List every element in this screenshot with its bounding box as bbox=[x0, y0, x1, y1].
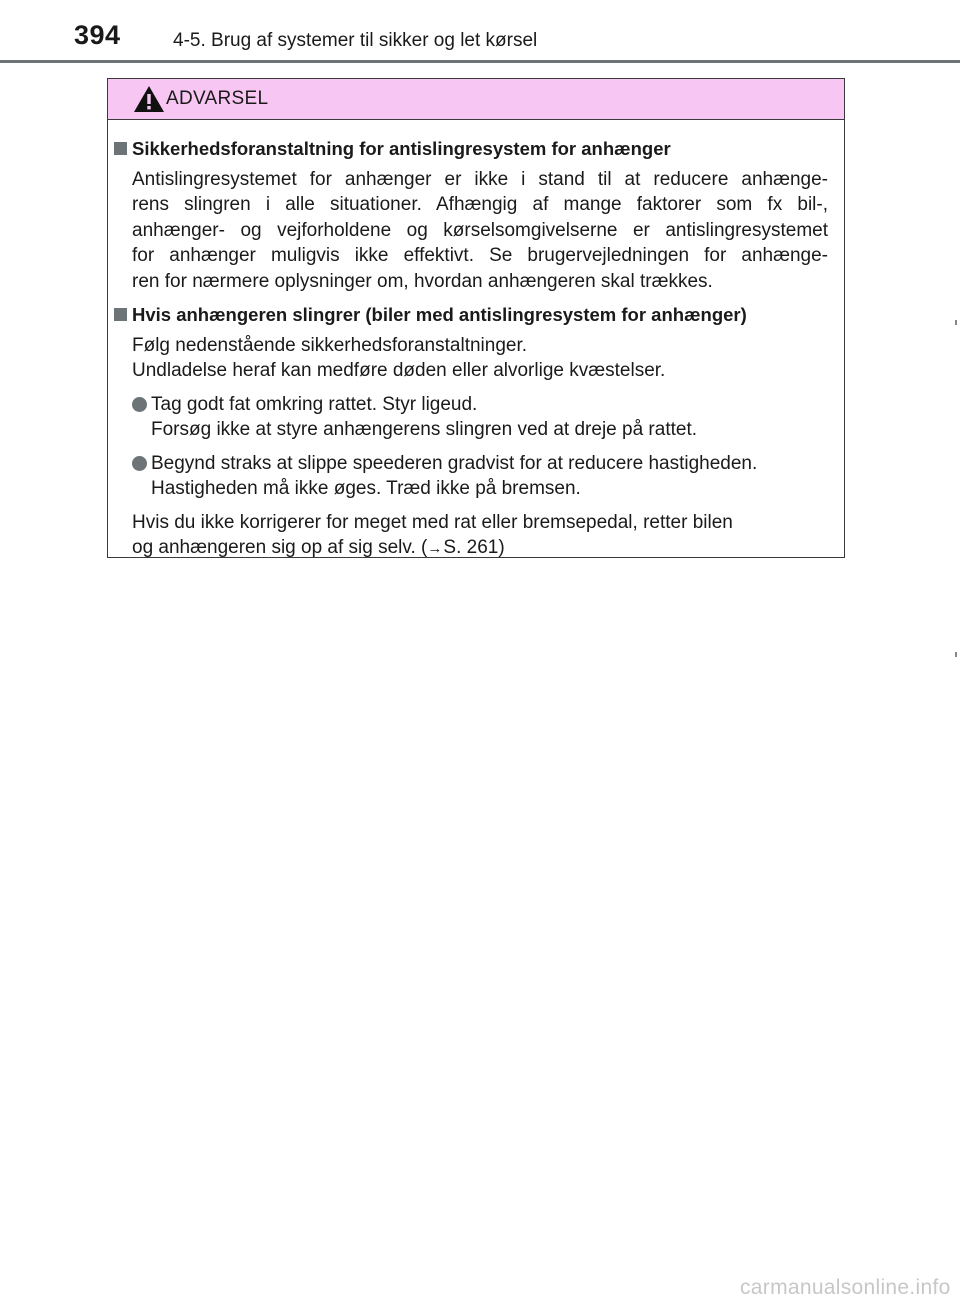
paragraph-line: ren for nærmere oplysninger om, hvordan anhængeren skal trækkes. bbox=[132, 270, 713, 292]
warning-box bbox=[107, 78, 845, 558]
list-item bbox=[132, 392, 828, 443]
subheading-trailer-swaying bbox=[114, 302, 828, 328]
page-number: 394 bbox=[74, 20, 121, 50]
page-header bbox=[0, 0, 960, 62]
subheading-text: Sikkerhedsforanstaltning for antislingresystem for anhænger bbox=[132, 138, 671, 159]
list-item bbox=[132, 451, 828, 502]
arrow-right-icon: → bbox=[427, 540, 443, 557]
warning-label: ADVARSEL bbox=[166, 88, 269, 109]
edge-mark bbox=[955, 652, 957, 657]
paragraph-intro bbox=[132, 333, 828, 384]
subheading-text: Hvis anhængeren slingrer (biler med antislingresystem for anhænger) bbox=[132, 304, 747, 325]
paragraph-sway-limitations bbox=[132, 167, 828, 295]
list-item-line: Tag godt fat omkring rattet. Styr ligeud. bbox=[151, 393, 478, 415]
circle-bullet-icon bbox=[132, 397, 147, 412]
list-item-line: Hastigheden må ikke øges. Træd ikke på bremsen. bbox=[151, 478, 581, 499]
paragraph-line: Følg nedenstående sikkerhedsforanstaltninger. bbox=[132, 334, 528, 356]
paragraph-line: rens slingren i alle situationer. Afhængig af mange faktorer som fx bil-, bbox=[132, 194, 828, 215]
warning-body bbox=[108, 120, 844, 562]
paragraph-line: for anhænger muligvis ikke effektivt. Se brugervejledningen for anhænge- bbox=[132, 245, 828, 266]
square-bullet-icon bbox=[114, 142, 127, 155]
header-rule bbox=[0, 60, 960, 63]
watermark: carmanualsonline.info bbox=[740, 1276, 951, 1299]
paragraph-line: Antislingresystemet for anhænger er ikke i stand til at reducere anhænge- bbox=[132, 168, 828, 190]
subheading-trailer-sway-precaution bbox=[114, 136, 828, 162]
edge-mark bbox=[955, 320, 957, 325]
section-title: 4-5. Brug af systemer til sikker og let kørsel bbox=[173, 30, 538, 51]
paragraph-line: Hvis du ikke korrigerer for meget med rat eller bremsepedal, retter bilen bbox=[132, 511, 733, 533]
warning-header bbox=[108, 79, 844, 120]
page-reference-link[interactable]: S. 261) bbox=[443, 537, 505, 558]
paragraph-line: Undladelse heraf kan medføre døden eller alvorlige kvæstelser. bbox=[132, 360, 666, 381]
list-item-line: Forsøg ikke at styre anhængerens slingren ved at dreje på rattet. bbox=[151, 419, 697, 440]
paragraph-closing bbox=[132, 510, 828, 562]
closing-text: og anhængeren sig op af sig selv. ( bbox=[132, 537, 428, 558]
paragraph-line bbox=[132, 535, 828, 562]
list-item-line: Begynd straks at slippe speederen gradvist for at reducere hastigheden. bbox=[151, 452, 758, 474]
paragraph-line: anhænger- og vejforholdene og kørselsomgivelserne er antislingresystemet bbox=[132, 219, 828, 241]
square-bullet-icon bbox=[114, 308, 127, 321]
circle-bullet-icon bbox=[132, 456, 147, 471]
warning-triangle-icon bbox=[132, 84, 166, 114]
